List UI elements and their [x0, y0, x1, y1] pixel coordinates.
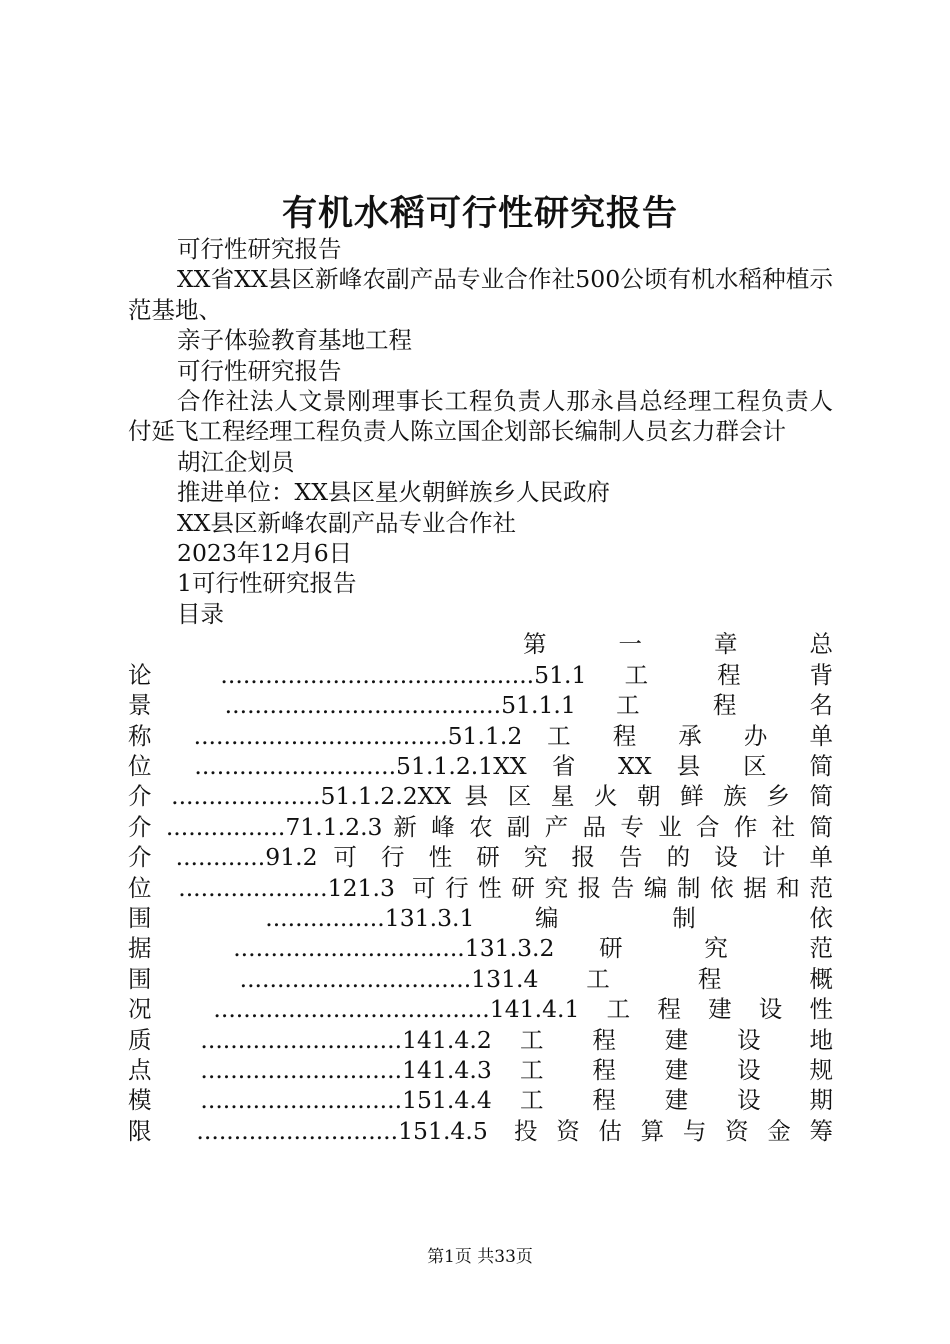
- toc-line: 模 ...........................151.4.4 工 程 建 设 期: [128, 1086, 833, 1115]
- paragraph-promoter: 推进单位：XX县区星火朝鲜族乡人民政府: [177, 478, 610, 507]
- toc-line: 位 ...........................51.1.2.1XX 省 XX 县 区 简: [128, 751, 833, 780]
- toc-line: 介 ....................51.1.2.2XX 县 区 星 火 朝 鲜 族 乡 简: [128, 782, 833, 811]
- page-footer: 第1页 共33页: [427, 1247, 533, 1267]
- toc-line: 介 ................71.1.2.3 新 峰 农 副 产 品 专 业 合 作 社 简: [128, 812, 833, 841]
- paragraph-report-heading: 1可行性研究报告: [177, 569, 357, 598]
- toc-line: 称 ..................................51.1.2 工 程 承 办 单: [128, 721, 833, 750]
- document-body: [128, 234, 833, 1146]
- toc-line: 况 .....................................141.4.1工程建设性: [128, 995, 833, 1024]
- paragraph-staff: 合作社法人文景刚理事长工程负责人那永昌总经理工程负责人付延飞工程经理工程负责人陈立国企划部长编制人员玄力群会计: [128, 387, 833, 446]
- paragraph-project-name: XX省XX县区新峰农副产品专业合作社500公顷有机水稻种植示范基地、: [128, 265, 833, 324]
- toc-line: 据 ...............................131.3.2 研 究 范: [128, 934, 833, 963]
- toc-chapter-line: 第 一 章 总: [523, 630, 833, 659]
- toc-line: 限 ...........................151.4.5 投资估算与资金筹: [128, 1116, 833, 1145]
- document-title: 有机水稻可行性研究报告: [281, 193, 678, 234]
- toc-line: 质 ...........................141.4.2 工 程 建 设 地: [128, 1025, 833, 1054]
- paragraph-subtitle: 可行性研究报告: [177, 235, 342, 263]
- paragraph-date: 2023年12月6日: [177, 539, 353, 568]
- toc-line: 围 ...............................131.4 工 程 概: [128, 964, 833, 993]
- toc-line: 围 ................131.3.1 编 制 依: [128, 903, 833, 932]
- paragraph-staff-cont: 胡江企划员: [177, 447, 295, 476]
- paragraph-cooperative: XX县区新峰农副产品专业合作社: [177, 508, 516, 537]
- toc-line: 位 ....................121.3 可行性研究报告编制依据和范: [128, 873, 833, 902]
- paragraph-project-name-cont: 亲子体验教育基地工程: [177, 326, 412, 355]
- table-of-contents: [128, 660, 833, 1147]
- toc-line: 点 ...........................141.4.3 工 程 建 设 规: [128, 1055, 833, 1084]
- paragraph-report-label: 可行性研究报告: [177, 356, 342, 385]
- toc-line: 介 ............91.2 可 行 性 研 究 报 告 的 设 计 单: [128, 843, 833, 872]
- toc-line: 论 ..........................................51.1 工 程 背: [128, 660, 833, 689]
- toc-line: 景 .....................................51.1.1 工 程 名: [128, 691, 833, 720]
- paragraph-toc-heading: 目录: [177, 599, 224, 628]
